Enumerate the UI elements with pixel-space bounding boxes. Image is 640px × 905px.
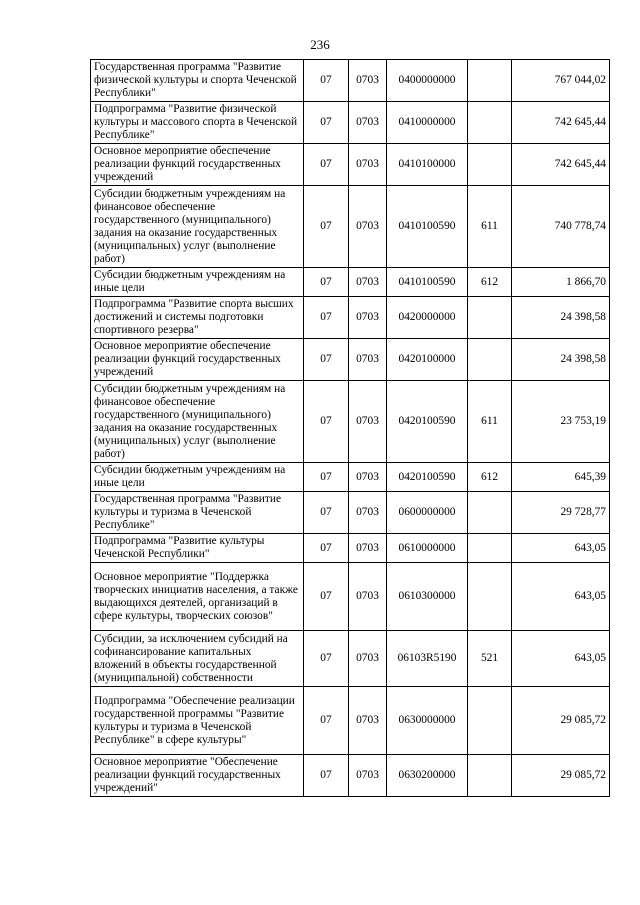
row-sum: 742 645,44 bbox=[512, 102, 610, 144]
budget-table bbox=[90, 59, 610, 797]
row-sum: 24 398,58 bbox=[512, 339, 610, 381]
row-vr: 612 bbox=[468, 463, 512, 492]
row-csr: 0420000000 bbox=[387, 297, 468, 339]
table-body bbox=[91, 60, 610, 797]
row-sum: 767 044,02 bbox=[512, 60, 610, 102]
row-vr bbox=[468, 60, 512, 102]
row-name: Основное мероприятие "Поддержка творческих инициатив населения, а также выдающихся деятелей, организаций в сфере культуры, творческих союзов" bbox=[91, 563, 304, 631]
table-row bbox=[91, 687, 610, 755]
row-vr bbox=[468, 297, 512, 339]
row-csr: 0410000000 bbox=[387, 102, 468, 144]
row-ved: 07 bbox=[304, 339, 349, 381]
table-row bbox=[91, 381, 610, 463]
row-sum: 742 645,44 bbox=[512, 144, 610, 186]
table-row bbox=[91, 563, 610, 631]
row-csr: 0420100590 bbox=[387, 463, 468, 492]
table-row bbox=[91, 186, 610, 268]
row-csr: 0610300000 bbox=[387, 563, 468, 631]
row-ved: 07 bbox=[304, 60, 349, 102]
row-rz: 0703 bbox=[349, 144, 387, 186]
table-row bbox=[91, 339, 610, 381]
row-rz: 0703 bbox=[349, 687, 387, 755]
row-rz: 0703 bbox=[349, 339, 387, 381]
row-sum: 24 398,58 bbox=[512, 297, 610, 339]
row-ved: 07 bbox=[304, 268, 349, 297]
row-vr bbox=[468, 339, 512, 381]
row-ved: 07 bbox=[304, 534, 349, 563]
row-vr: 611 bbox=[468, 381, 512, 463]
row-csr: 0410100000 bbox=[387, 144, 468, 186]
row-csr: 06103R5190 bbox=[387, 631, 468, 687]
row-csr: 0600000000 bbox=[387, 492, 468, 534]
page-number: 236 bbox=[310, 37, 330, 52]
row-sum: 740 778,74 bbox=[512, 186, 610, 268]
row-vr: 612 bbox=[468, 268, 512, 297]
row-sum: 645,39 bbox=[512, 463, 610, 492]
row-csr: 0410100590 bbox=[387, 186, 468, 268]
row-ved: 07 bbox=[304, 463, 349, 492]
row-csr: 0420100590 bbox=[387, 381, 468, 463]
row-name: Субсидии бюджетным учреждениям на финансовое обеспечение государственного (муниципального) задания на оказание государственных (муниципальных) услуг (выполнение работ) bbox=[91, 381, 304, 463]
row-rz: 0703 bbox=[349, 186, 387, 268]
row-csr: 0630200000 bbox=[387, 755, 468, 797]
row-name: Субсидии бюджетным учреждениям на иные цели bbox=[91, 268, 304, 297]
row-csr: 0630000000 bbox=[387, 687, 468, 755]
row-rz: 0703 bbox=[349, 381, 387, 463]
row-csr: 0410100590 bbox=[387, 268, 468, 297]
row-rz: 0703 bbox=[349, 631, 387, 687]
row-name: Подпрограмма "Обеспечение реализации государственной программы "Развитие культуры и туризма в Чеченской Республике" в сфере культуры" bbox=[91, 687, 304, 755]
row-sum: 29 085,72 bbox=[512, 755, 610, 797]
row-csr: 0610000000 bbox=[387, 534, 468, 563]
table-row bbox=[91, 268, 610, 297]
row-vr: 521 bbox=[468, 631, 512, 687]
row-ved: 07 bbox=[304, 687, 349, 755]
row-csr: 0420100000 bbox=[387, 339, 468, 381]
row-name: Субсидии бюджетным учреждениям на финансовое обеспечение государственного (муниципального) задания на оказание государственных (муниципальных) услуг (выполнение работ) bbox=[91, 186, 304, 268]
row-rz: 0703 bbox=[349, 755, 387, 797]
row-vr bbox=[468, 563, 512, 631]
row-name: Подпрограмма "Развитие спорта высших достижений и системы подготовки спортивного резерва" bbox=[91, 297, 304, 339]
row-name: Субсидии, за исключением субсидий на софинансирование капитальных вложений в объекты государственной (муниципальной) собственности bbox=[91, 631, 304, 687]
table-row bbox=[91, 144, 610, 186]
table-row bbox=[91, 463, 610, 492]
row-ved: 07 bbox=[304, 144, 349, 186]
row-name: Основное мероприятие обеспечение реализации функций государственных учреждений bbox=[91, 144, 304, 186]
row-ved: 07 bbox=[304, 492, 349, 534]
row-vr bbox=[468, 534, 512, 563]
row-ved: 07 bbox=[304, 755, 349, 797]
row-vr bbox=[468, 687, 512, 755]
row-vr: 611 bbox=[468, 186, 512, 268]
row-sum: 29 085,72 bbox=[512, 687, 610, 755]
row-rz: 0703 bbox=[349, 60, 387, 102]
row-vr bbox=[468, 144, 512, 186]
row-sum: 29 728,77 bbox=[512, 492, 610, 534]
row-sum: 643,05 bbox=[512, 563, 610, 631]
row-ved: 07 bbox=[304, 631, 349, 687]
table-row bbox=[91, 60, 610, 102]
table-row bbox=[91, 492, 610, 534]
row-rz: 0703 bbox=[349, 492, 387, 534]
row-rz: 0703 bbox=[349, 102, 387, 144]
row-vr bbox=[468, 755, 512, 797]
row-rz: 0703 bbox=[349, 534, 387, 563]
row-rz: 0703 bbox=[349, 268, 387, 297]
row-ved: 07 bbox=[304, 381, 349, 463]
row-sum: 643,05 bbox=[512, 534, 610, 563]
row-csr: 0400000000 bbox=[387, 60, 468, 102]
row-name: Подпрограмма "Развитие культуры Чеченской Республики" bbox=[91, 534, 304, 563]
row-ved: 07 bbox=[304, 297, 349, 339]
row-rz: 0703 bbox=[349, 297, 387, 339]
table-row bbox=[91, 631, 610, 687]
row-sum: 643,05 bbox=[512, 631, 610, 687]
row-ved: 07 bbox=[304, 563, 349, 631]
row-name: Государственная программа "Развитие культуры и туризма в Чеченской Республике" bbox=[91, 492, 304, 534]
row-rz: 0703 bbox=[349, 463, 387, 492]
row-ved: 07 bbox=[304, 102, 349, 144]
row-name: Субсидии бюджетным учреждениям на иные цели bbox=[91, 463, 304, 492]
row-rz: 0703 bbox=[349, 563, 387, 631]
row-sum: 1 866,70 bbox=[512, 268, 610, 297]
row-vr bbox=[468, 492, 512, 534]
table-row bbox=[91, 755, 610, 797]
row-name: Государственная программа "Развитие физической культуры и спорта Чеченской Республики" bbox=[91, 60, 304, 102]
row-name: Основное мероприятие "Обеспечение реализации функций государственных учреждений" bbox=[91, 755, 304, 797]
row-vr bbox=[468, 102, 512, 144]
table-row bbox=[91, 297, 610, 339]
row-sum: 23 753,19 bbox=[512, 381, 610, 463]
table-row bbox=[91, 534, 610, 563]
table-row bbox=[91, 102, 610, 144]
row-name: Основное мероприятие обеспечение реализации функций государственных учреждений bbox=[91, 339, 304, 381]
row-ved: 07 bbox=[304, 186, 349, 268]
row-name: Подпрограмма "Развитие физической культуры и массового спорта в Чеченской Республике" bbox=[91, 102, 304, 144]
